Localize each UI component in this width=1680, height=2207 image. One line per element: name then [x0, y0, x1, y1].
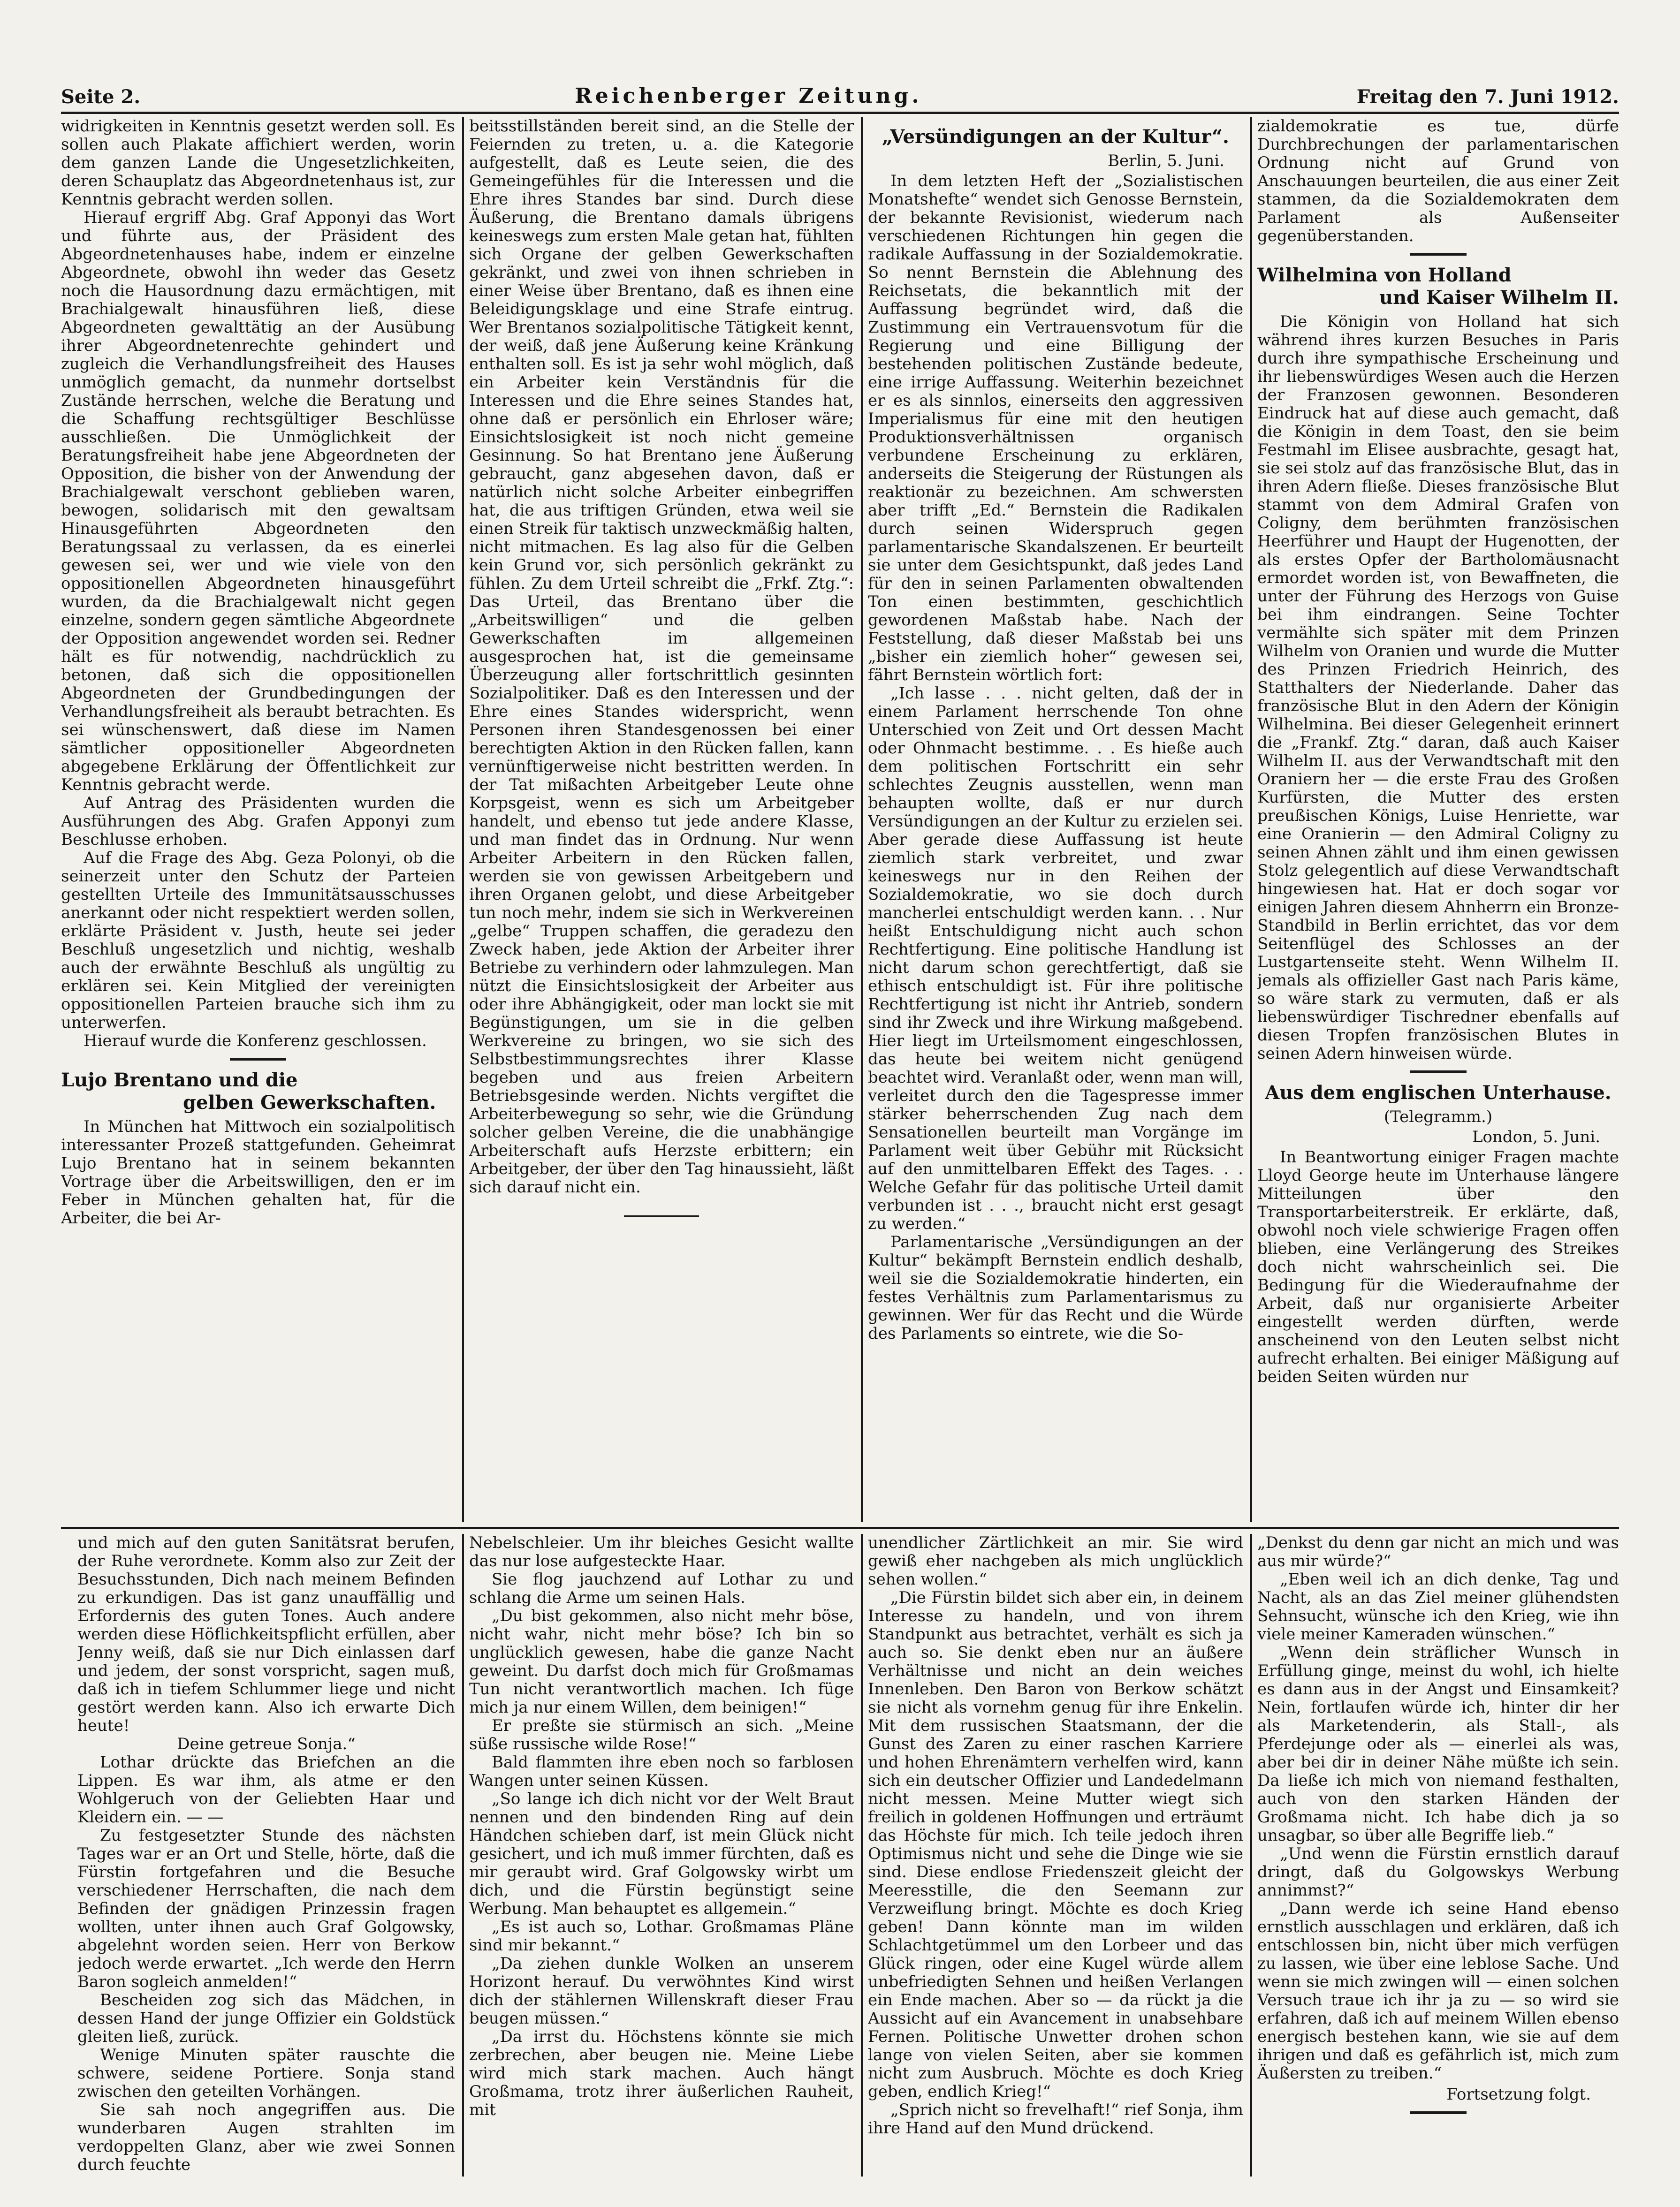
- page-header: [61, 70, 1619, 108]
- paragraph: In München hat Mittwoch ein sozialpolitisch interessanter Prozeß stattgefunden. Geheimrat Lujo Brentano hat in seinem bekannten Vortrage über die Arbeitswilligen, den er im Feber in München gehalten hat, für die Arbeiter, die bei Ar-: [61, 1117, 455, 1228]
- column-3: [868, 117, 1243, 1522]
- continuation-note: Fortsetzung folgt.: [1446, 2085, 1591, 2104]
- newspaper-title: Reichenberger Zeitung.: [575, 84, 922, 108]
- subheading: (Telegramm.): [1384, 1107, 1493, 1126]
- column-rule: [462, 117, 464, 1522]
- paragraph: Bald flammten ihre eben noch so farblosen Wangen unter seinen Küssen.: [469, 1753, 854, 1790]
- header-rule: [61, 112, 1619, 114]
- heading-line: gelben Gewerkschaften.: [183, 1092, 436, 1114]
- paragraph: Auf Antrag des Präsidenten wurden die Ausführungen des Abg. Grafen Apponyi zum Beschlusse erhoben.: [61, 794, 455, 849]
- column-rule: [462, 1534, 464, 2177]
- article-heading: [1257, 264, 1619, 309]
- feuilleton-column-2: [469, 1534, 854, 2177]
- column-rule: [861, 117, 863, 1522]
- paragraph: „Eben weil ich an dich denke, Tag und Nacht, als an das Ziel meiner glühendsten Sehnsucht, wünsche ich den Krieg, wie ihn viele meiner Kameraden wünschen.“: [1257, 1570, 1619, 1644]
- paragraph: widrigkeiten in Kenntnis gesetzt werden soll. Es sollen auch Plakate affichiert werden, worin dem ganzen Lande die Ungesetzlichkeiten, deren Schauplatz das Abgeordnetenhaus ist, zur Kenntnis gebracht werden sollen.: [61, 117, 455, 209]
- paragraph: Er preßte sie stürmisch an sich. „Meine süße russische wilde Rose!“: [469, 1716, 854, 1753]
- paragraph: „Ich lasse . . . nicht gelten, daß der in einem Parlament herrschende Ton ohne Unterschied von Zeit und Ort dessen Macht oder Ohnmacht bestimme. . . Es hieße auch dem politischen Fortschritt ein sehr schlechtes Zeugnis ausstellen, wenn man behaupten wollte, daß er nur durch Versündigungen an der Kultur zu erzielen sei. Aber gerade diese Auffassung ist heute ziemlich stark verbreitet, und zwar keineswegs nur in den Reihen der Sozialdemokratie, wo sie doch durch mancherlei entschuldigt werden kann. . . Nur heißt Entschuldigung nicht auch schon Rechtfertigung. Eine politische Handlung ist nicht darum schon gerechtfertigt, daß sie ethisch entschuldigt ist. Für ihre politische Rechtfertigung ist nicht ihr Antrieb, sondern sind ihr Zweck und ihre Wirkung maßgebend. Hier liegt im Urteilsmoment eingeschlossen, das heute bei weitem nicht genügend beachtet wird. Veranlaßt oder, wenn man will, verleitet durch den die Tagespresse immer stärker beherrschenden Zug nach dem Sensationellen beurteilt man Vorgänge im Parlament weit über Gebühr mit Rücksicht auf den unmittelbaren Effekt des Tages. . . Welche Gefahr für das politische Urteil damit verbunden ist . . ., braucht nicht erst gesagt zu werden.“: [868, 684, 1243, 1233]
- column-2: [469, 117, 854, 1522]
- paragraph: In Beantwortung einiger Fragen machte Lloyd George heute im Unterhause längere Mitteilungen über den Transportarbeiterstreik. Er erklärte, daß, obwohl noch viele schwierige Fragen offen blieben, eine Verlängerung des Streikes doch nicht wahrscheinlich sei. Die Bedingung für die Wiederaufnahme der Arbeit, daß nur organisierte Arbeiter eingestellt werden dürften, werde anscheinend von den Leuten selbst nicht aufrecht erhalten. Bei einiger Mäßigung auf beiden Seiten würden nur: [1257, 1148, 1619, 1386]
- paragraph: unendlicher Zärtlichkeit an mir. Sie wird gewiß eher nachgeben als mich unglücklich sehen wollen.“: [868, 1534, 1243, 1589]
- paragraph: Nebelschleier. Um ihr bleiches Gesicht wallte das nur lose aufgesteckte Haar.: [469, 1534, 854, 1570]
- separator: [1410, 2111, 1467, 2114]
- paragraph: „Die Fürstin bildet sich aber ein, in deinem Interesse zu handeln, und von ihrem Standpunkt aus betrachtet, verhält es sich ja auch so. Sie denkt eben nur an äußere Verhältnisse und nicht an dein weiches Innenleben. Den Baron von Berkow schätzt sie nicht als vornehm genug für ihre Enkelin. Mit dem russischen Staatsmann, der die Gunst des Zaren zu einer raschen Karriere und hohen Ehrenämtern verhelfen wird, kann sich ein deutscher Offizier und Landedelmann nicht messen. Meine Mutter wiegt sich freilich in goldenen Hoffnungen und erträumt das Höchste für mich. Ich teile jedoch ihren Optimismus nicht und sehe die Dinge wie sie sind. Diese endlose Friedenszeit gleicht der Meeresstille, die den Seemann zur Verzweiflung bringt. Möchte es doch Krieg geben! Dann könnte man im wilden Schlachtgetümmel um den Lorbeer und das Glück ringen, oder eine Kugel würde allem unbefriedigten Sehnen und heißen Verlangen ein Ende machen. Aber so — da rückt ja die Aussicht auf ein Avancement in unabsehbare Fernen. Politische Unwetter drohen schon lange von vielen Seiten, aber sie kommen nicht zum Ausbruch. Möchte es doch Krieg geben, endlich Krieg!“: [868, 1588, 1243, 2101]
- newspaper-page: [61, 70, 1619, 2181]
- paragraph: „Du bist gekommen, also nicht mehr böse, nicht wahr, nicht mehr böse? Ich bin so unglücklich gewesen, habe die ganze Nacht geweint. Du darfst doch mich für Großmamas Tun nicht verantwortlich machen. Ich füge mich ja nur einem Willen, dem beinigen!“: [469, 1607, 854, 1717]
- paragraph: Hierauf wurde die Konferenz geschlossen.: [84, 1031, 427, 1050]
- paragraph: In dem letzten Heft der „Sozialistischen Monatshefte“ wendet sich Genosse Bernstein, der bekannte Revisionist, wiederum nach verschiedenen Richtungen hin gegen die radikale Auffassung in der Sozialdemokratie. So nennt Bernstein die Ablehnung des Reichsetats, die bekanntlich mit der Auffassung begründet wird, daß die Zustimmung ein Vertrauensvotum für die Regierung und eine Billigung der bestehenden politischen Zustände bedeute, eine irrige Auffassung. Weiterhin bezeichnet er es als sinnlos, einerseits den aggressiven Imperialismus für eine mit den heutigen Produktionsverhältnissen organisch verbundene Erscheinung zu erklären, anderseits die Steigerung der Rüstungen als reaktionär zu bezeichnen. Am schwersten aber trifft „Ed.“ Bernstein die Radikalen durch seinen Widerspruch gegen parlamentarische Skandalszenen. Er beurteilt sie unter dem Gesichtspunkt, daß jedes Land für den in seinen Parlamenten obwaltenden Ton einen bestimmten, geschichtlich gewordenen Maßstab habe. Nach der Feststellung, daß dieser Maßstab bei uns „bisher ein ziemlich hoher“ gewesen sei, fährt Bernstein wörtlich fort:: [868, 172, 1243, 684]
- article-heading: „Versündigungen an der Kultur“.: [882, 126, 1229, 148]
- issue-date: Freitag den 7. Juni 1912.: [1356, 86, 1619, 108]
- separator: [624, 1215, 699, 1217]
- paragraph: beitsstillständen bereit sind, an die Stelle der Feiernden zu treten, u. a. die Kategorie aufgestellt, daß es Leute seien, die des Gemeingefühles für die Interessen und die Ehre ihres Standes bar sind. Durch diese Äußerung, die Brentano damals übrigens keineswegs zum ersten Male getan hat, fühlten sich Organe der gelben Gewerkschaften gekränkt, und zwei von ihnen schrieben in einer Weise über Brentano, daß es ihnen eine Beleidigungsklage und eine Strafe eintrug. Wer Brentanos sozialpolitische Tätigkeit kennt, der weiß, daß jene Äußerung keine Kränkung enthalten soll. Es ist ja sehr wohl möglich, daß ein Arbeiter kein Verständnis für die Interessen und die Ehre seines Standes hat, ohne daß er persönlich ein Ehrloser wäre; Einsichtslosigkeit ist noch nicht gemeine Gesinnung. So hat Brentano jene Äußerung gebraucht, ganz abgesehen davon, daß er natürlich nicht solche Arbeiter einbegriffen hat, die aus triftigen Gründen, etwa weil sie einen Streik für taktisch unzweckmäßig halten, nicht mitmachen. Es lag also für die Gelben kein Grund vor, sich persönlich gekränkt zu fühlen. Zu dem Urteil schreibt die „Frkf. Ztg.“: Das Urteil, das Brentano über die „Arbeitswilligen“ und die gelben Gewerkschaften im allgemeinen ausgesprochen hat, ist die gemeinsame Überzeugung aller fortschrittlich gesinnten Sozialpolitiker. Daß es den Interessen und der Ehre eines Standes widerspricht, wenn Personen ihren Standesgenossen bei einer berechtigten Aktion in den Rücken fallen, kann vernünftigerweise nicht bestritten werden. In der Tat mißachten Arbeitgeber Leute ohne Korpsgeist, wenn es sich um Arbeitgeber handelt, und ebenso tut jede andere Klasse, und man findet das in Ordnung. Nur wenn Arbeiter Arbeitern in den Rücken fallen, werden sie von gewissen Arbeitgebern und ihren Organen gelobt, und diese Arbeitgeber tun noch mehr, indem sie sich in Werkvereinen „gelbe“ Truppen schaffen, die geradezu den Zweck haben, jede Aktion der Arbeiter ihrer Betriebe zu verhindern oder lahmzulegen. Man nützt die Einsichtslosigkeit der Arbeiter aus oder ihre Abhängigkeit, oder man lockt sie mit Begünstigungen, um sie in die gelben Werkvereine zu bringen, wo sie sich des Selbstbestimmungsrechtes ihrer Klasse begeben und aus freien Arbeitern Betriebsgesinde werden. Nichts vergiftet die Arbeiterbewegung so sehr, wie die Gründung solcher gelben Vereine, die die unabhängige Arbeiterschaft aufs Herzste erbittern; ein Arbeitgeber, der über den Tag hinaussieht, läßt sich darauf nicht ein.: [469, 117, 854, 1197]
- signature: Deine getreue Sonja.“: [177, 1735, 356, 1753]
- column-1: [61, 117, 455, 1522]
- paragraph: Zu festgesetzter Stunde des nächsten Tages war er an Ort und Stelle, hörte, daß die Fürstin fortgefahren und die Besuche verschiedener Herrschaften, die nach dem Befinden der gnädigen Prinzessin fragen wollten, unter ihnen auch Graf Golgowsky, abgelehnt worden seien. Herr von Berkow jedoch werde erwartet. „Ich werde den Herrn Baron sogleich anmelden!“: [77, 1826, 455, 1991]
- article-heading: [61, 1069, 455, 1114]
- heading-line: Wilhelmina von Holland: [1257, 264, 1512, 286]
- paragraph: Auf die Frage des Abg. Geza Polonyi, ob die seinerzeit unter den Schutz der Parteien gestellten Urteile des Immunitätsausschusses anerkannt oder nicht respektiert werden sollen, erklärte Präsident v. Justh, heute sei jeder Beschluß ungesetzlich und nichtig, weshalb auch der erwähnte Beschluß als ungültig zu erklären sei. Kein Mitglied der vereinigten oppositionellen Parteien brauche sich ihm zu unterwerfen.: [61, 849, 455, 1032]
- column-rule: [1250, 117, 1252, 1522]
- paragraph: Sie sah noch angegriffen aus. Die wunderbaren Augen strahlten im verdoppelten Glanz, aber wie zwei Sonnen durch feuchte: [77, 2101, 455, 2174]
- heading-line: und Kaiser Wilhelm II.: [1379, 287, 1619, 309]
- paragraph: Hierauf ergriff Abg. Graf Apponyi das Wort und führte aus, der Präsident des Abgeordnetenhauses habe, indem er einzelne Abgeordnete, obwohl ihn weder das Gesetz noch die Hausordnung dazu ermächtigen, mit Brachialgewalt hinausführen ließ, diese Abgeordneten gewalttätig an der Ausübung ihrer Abgeordnetenrechte gehindert und zugleich die Verhandlungsfreiheit des Hauses unmöglich gemacht, da nunmehr dortselbst Zustände herrschen, welche die Beratung und die Schaffung rechtsgültiger Beschlüsse ausschließen. Die Unmöglichkeit der Beratungsfreiheit habe jene Abgeordneten der Opposition, die bisher von der Anwendung der Brachialgewalt verschont geblieben waren, bewogen, solidarisch mit den gewaltsam Hinausgeführten Abgeordneten den Beratungssaal zu verlassen, da es einerlei gewesen sei, wer und wie viele von den oppositionellen Abgeordneten hinausgeführt wurden, da die Brachialgewalt nicht gegen einzelne, sondern gegen sämtliche Abgeordnete der Opposition angewendet worden sei. Redner hält es für notwendig, nachdrücklich zu betonen, daß sich die oppositionellen Abgeordneten der Grundbedingungen der Verhandlungsfreiheit als beraubt betrachten. Es sei wünschenswert, daß diese im Namen sämtlicher oppositioneller Abgeordneten abgegebene Erklärung der Öffentlichkeit zur Kenntnis gebracht werde.: [61, 208, 455, 794]
- page-number: Seite 2.: [61, 86, 141, 108]
- column-rule: [861, 1534, 863, 2177]
- paragraph: „So lange ich dich nicht vor der Welt Braut nennen und den bindenden Ring auf dein Händchen schieben darf, ist mein Glück nicht gesichert, und ich muß immer fürchten, daß es mir geraubt wird. Graf Golgowsky wirbt um dich, und die Fürstin begünstigt seine Werbung. Man behauptet es allgemein.“: [469, 1790, 854, 1918]
- paragraph: „Sprich nicht so frevelhaft!“ rief Sonja, ihm ihre Hand auf den Mund drückend.: [868, 2101, 1243, 2138]
- separator: [1410, 253, 1467, 256]
- column-rule: [1250, 1534, 1252, 2177]
- paragraph: Lothar drückte das Briefchen an die Lippen. Es war ihm, als atme er den Wohlgeruch von der Geliebten Haar und Kleidern ein. — —: [77, 1753, 455, 1827]
- paragraph: „Denkst du denn gar nicht an mich und was aus mir würde?“: [1257, 1534, 1619, 1570]
- paragraph: und mich auf den guten Sanitätsrat berufen, der Ruhe verordnete. Komm also zur Zeit der Besuchsstunden, Dich nach meinem Befinden zu erkundigen. Das ist ganz unauffällig und Erfordernis des guten Tones. Auch andere werden diese Höflichkeitspflicht erfüllen, aber Jenny weiß, daß sie nur Dich einlassen darf und jedem, der sonst vorspricht, sagen muß, daß ich in tiefem Schlummer liege und nicht gestört werden kann. Also ich erwarte Dich heute!: [77, 1534, 455, 1735]
- article-heading: Aus dem englischen Unterhause.: [1265, 1082, 1612, 1104]
- paragraph: zialdemokratie es tue, dürfe Durchbrechungen der parlamentarischen Ordnung nicht auf Grund von Anschauungen beurteilen, die aus einer Zeit stammen, da die Sozialdemokraten dem Parlament als Außenseiter gegenüberstanden.: [1257, 117, 1619, 245]
- feuilleton-rule: [61, 1527, 1619, 1529]
- dateline: Berlin, 5. Juni.: [1108, 152, 1224, 170]
- separator: [230, 1058, 286, 1061]
- paragraph: Parlamentarische „Versündigungen an der Kultur“ bekämpft Bernstein endlich deshalb, weil sie die Sozialdemokratie hinderten, ein festes Verhältnis zum Parlamentarismus zu gewinnen. Wer für das Recht und die Würde des Parlaments so eintrete, wie die So-: [868, 1233, 1243, 1343]
- paragraph: „Da ziehen dunkle Wolken an unserem Horizont herauf. Du verwöhntes Kind wirst dich der stählernen Willenskraft dieser Frau beugen müssen.“: [469, 1954, 854, 2028]
- paragraph: „Da irrst du. Höchstens könnte sie mich zerbrechen, aber beugen nie. Meine Liebe wird mich stark machen. Auch hängt Großmama, trotz ihrer äußerlichen Rauheit, mit: [469, 2027, 854, 2119]
- heading-line: Lujo Brentano und die: [61, 1069, 298, 1091]
- paragraph: „Wenn dein sträflicher Wunsch in Erfüllung ginge, meinst du wohl, ich hielte es dann aus in der Angst und Einsamkeit? Nein, fortlaufen würde ich, hinter dir her als Marketenderin, als Stall-, als Pferdejunge oder als — einerlei als was, aber bei dir in deiner Nähe müßte ich sein. Da ließe ich mich von niemand festhalten, auch von den starken Händen der Großmama nicht. Ich habe dich ja so unsagbar, so über alle Begriffe lieb.“: [1257, 1643, 1619, 1845]
- feuilleton-column-1: [77, 1534, 455, 2177]
- dateline: London, 5. Juni.: [1472, 1128, 1600, 1146]
- paragraph: Bescheiden zog sich das Mädchen, in dessen Hand der junge Offizier ein Goldstück gleiten ließ, zurück.: [77, 1991, 455, 2046]
- column-4: [1257, 117, 1619, 1522]
- paragraph: „Und wenn die Fürstin ernstlich darauf dringt, daß du Golgowskys Werbung annimmst?“: [1257, 1844, 1619, 1900]
- paragraph: „Dann werde ich seine Hand ebenso ernstlich ausschlagen und erklären, daß ich entschlossen bin, nicht über mich verfügen zu lassen, wie über eine leblose Sache. Und wenn sie mich zwingen will — einen solchen Versuch traue ich ihr ja zu — so wird sie erfahren, daß ich auf meinem Willen ebenso energisch bestehen kann, wie sie auf dem ihrigen und daß es gefährlich ist, mich zum Äußersten zu treiben.“: [1257, 1899, 1619, 2083]
- feuilleton-column-4: [1257, 1534, 1619, 2177]
- paragraph: „Es ist auch so, Lothar. Großmamas Pläne sind mir bekannt.“: [469, 1918, 854, 1955]
- paragraph: Wenige Minuten später rauschte die schwere, seidene Portiere. Sonja stand zwischen den geteilten Vorhängen.: [77, 2046, 455, 2101]
- paragraph: Die Königin von Holland hat sich während ihres kurzen Besuches in Paris durch ihre sympathische Erscheinung und ihr liebenswürdiges Wesen auch die Herzen der Franzosen gewonnen. Besonderen Eindruck hat auf diese auch gemacht, daß die Königin in dem Toast, den sie beim Festmahl im Elisee ausbrachte, gesagt hat, sie sei stolz auf das französische Blut, das in ihren Adern fließe. Dieses französische Blut stammt von dem Admiral Grafen von Coligny, dem berühmten französischen Heerführer und Haupt der Hugenotten, der als erstes Opfer der Bartholomäusnacht ermordet worden ist, von Bewaffneten, die unter der Führung des Herzogs von Guise bei ihm eindrangen. Seine Tochter vermählte sich später mit dem Prinzen Wilhelm von Oranien und wurde die Mutter des Prinzen Friedrich Heinrich, des Statthalters der Niederlande. Daher das französische Blut in den Adern der Königin Wilhelmina. Bei dieser Gelegenheit erinnert die „Frankf. Ztg.“ daran, daß auch Kaiser Wilhelm II. aus der Verwandtschaft mit den Oraniern her — die erste Frau des Großen Kurfürsten, die Mutter des ersten preußischen Königs, Luise Henriette, war eine Oranierin — den Admiral Coligny zu seinen Ahnen zählt und ihm einen gewissen Stolz gelegentlich auf diese Verwandtschaft hingewiesen hat. Hat er doch sogar vor einigen Jahren diesem Ahnherrn ein Bronze-Standbild in Berlin errichtet, das vor dem Seitenflügel des Schlosses an der Lustgartenseite steht. Wenn Wilhelm II. jemals als offizieller Gast nach Paris käme, so wäre stark zu vermuten, daß er als liebenswürdiger Tischredner ebenfalls auf diesen Tropfen französischen Blutes in seinen Adern hinweisen würde.: [1257, 312, 1619, 1063]
- feuilleton-column-3: [868, 1534, 1243, 2177]
- separator: [1410, 1070, 1467, 1073]
- paragraph: Sie flog jauchzend auf Lothar zu und schlang die Arme um seinen Hals.: [469, 1570, 854, 1607]
